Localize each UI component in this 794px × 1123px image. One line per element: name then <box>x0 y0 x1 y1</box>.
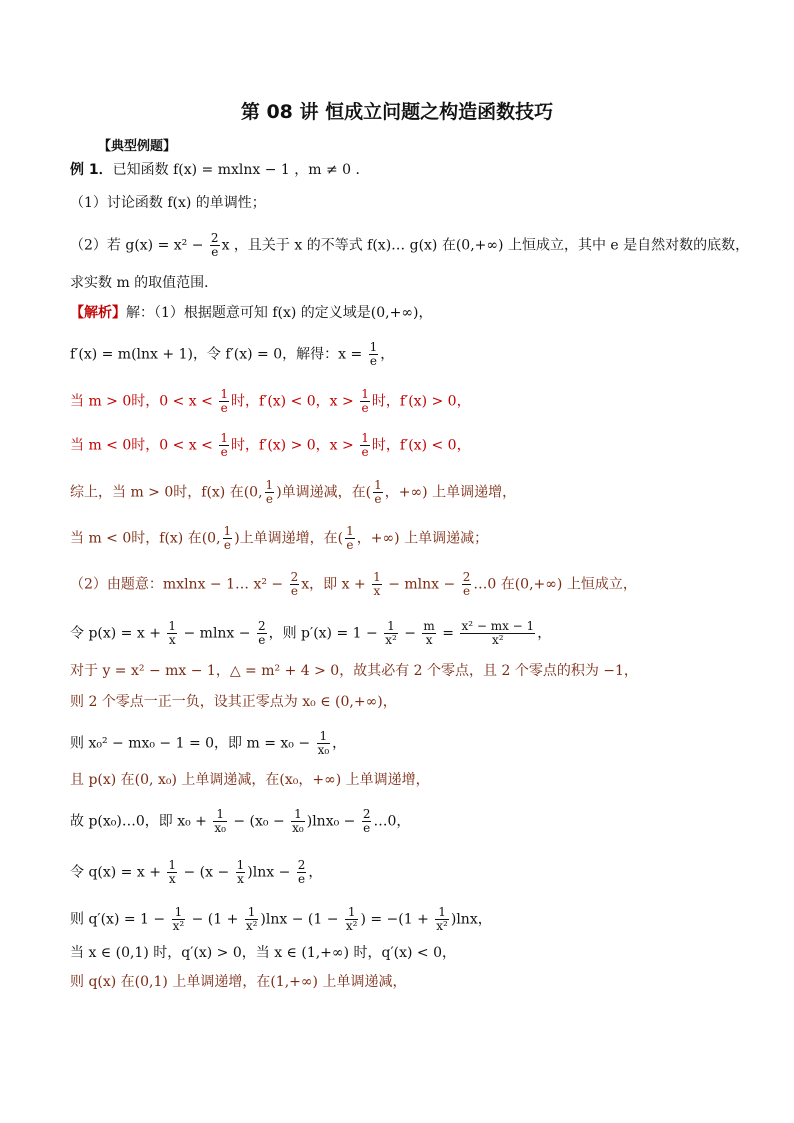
solution-line-17: 则 q(x) 在(0,1) 上单调递增，在(1,+∞) 上单调递减， <box>70 974 407 990</box>
section-tag: 【典型例题】 <box>98 139 177 154</box>
solution-line-16: 当 x ∈ (0,1) 时，q′(x) > 0，当 x ∈ (1,+∞) 时，q′(x) < 0， <box>70 945 456 961</box>
solution-line-15: 则 q′(x) = 1 − $\frac{1}{\text{x²}}$ − (1 + $\frac{1}{\text{x²}}$ )lnx − (1 − $\frac{1}{\text{x²}}$ ) = −(1 + $\frac{1}{\text{x²}}$ )lnx， <box>70 905 492 933</box>
solution-line-5: 综上，当 m > 0时，f(x) 在(0, $\frac{1}{e}$ )单调递减，在( $\frac{1}{e}$ ，+∞) 上单调递增， <box>70 478 517 506</box>
solution-line-7: （2）由题意：mxlnx − 1… x² − $\frac{2}{e}$ x，即 x + $\frac{1}{x}$ − mlnx − $\frac{2}{e}$ …0 在(0,+∞) 上恒成立， <box>70 570 637 598</box>
example-statement: 例 1．已知函数 f(x) = mxlnx − 1 ，m ≠ 0 ． <box>70 162 370 178</box>
solution-line-14: 令 q(x) = x + $\frac{1}{x}$ − (x − $\frac{1}{x}$ )lnx − $\frac{2}{e}$ ， <box>70 858 323 886</box>
solution-line-13: 故 p(x₀)…0，即 x₀ + $\frac{1}{\text{x₀}}$ − (x₀ − $\frac{1}{\text{x₀}}$ )lnx₀ − $\frac{2}{e}$ …0， <box>70 807 411 835</box>
solution-line-9: 对于 y = x² − mx − 1，△ = m² + 4 > 0，故其必有 2 个零点，且 2 个零点的积为 −1， <box>70 663 638 679</box>
solution-line-2: f′(x) = m(lnx + 1)，令 f′(x) = 0，解得：x = $\frac{1}{e}$ ， <box>70 340 395 368</box>
solution-line-10: 则 2 个零点一正一负，设其正零点为 x₀ ∈ (0,+∞)， <box>70 694 397 710</box>
solution-line-8: 令 p(x) = x + $\frac{1}{x}$ − mlnx − $\frac{2}{e}$ ，则 p′(x) = 1 − $\frac{1}{\text{x²}}$ − $\frac{m}{x}$ = $\frac{\text{x² − mx − 1}}{\text{x²}}$ ， <box>70 619 552 647</box>
solution-line-11: 则 x₀² − mx₀ − 1 = 0，即 m = x₀ − $\frac{1}{\text{x₀}}$ ， <box>70 729 347 757</box>
solution-line-4: 当 m < 0时，0 < x < $\frac{1}{e}$ 时，f′(x) > 0，x > $\frac{1}{e}$ 时，f′(x) < 0， <box>70 431 471 459</box>
solution-line-1: 【解析】解：（1）根据题意可知 f(x) 的定义域是(0,+∞)， <box>70 305 433 321</box>
question-2-continued: 求实数 m 的取值范围． <box>70 275 219 291</box>
solution-line-6: 当 m < 0时，f(x) 在(0, $\frac{1}{e}$ )上单调递增，在( $\frac{1}{e}$ ，+∞) 上单调递减； <box>70 524 489 552</box>
solution-line-3: 当 m > 0时，0 < x < $\frac{1}{e}$ 时，f′(x) < 0，x > $\frac{1}{e}$ 时，f′(x) > 0， <box>70 387 471 415</box>
question-1: （1）讨论函数 f(x) 的单调性； <box>70 195 266 211</box>
solution-line-12: 且 p(x) 在(0, x₀) 上单调递减，在(x₀，+∞) 上单调递增， <box>70 772 430 788</box>
question-2: （2）若 g(x) = x² − $\frac{2}{e}$ x ，且关于 x 的不等式 f(x)… g(x) 在(0,+∞) 上恒成立，其中 e 是自然对数的底数， <box>70 231 750 259</box>
page-title: 第 08 讲 恒成立问题之构造函数技巧 <box>240 101 554 123</box>
